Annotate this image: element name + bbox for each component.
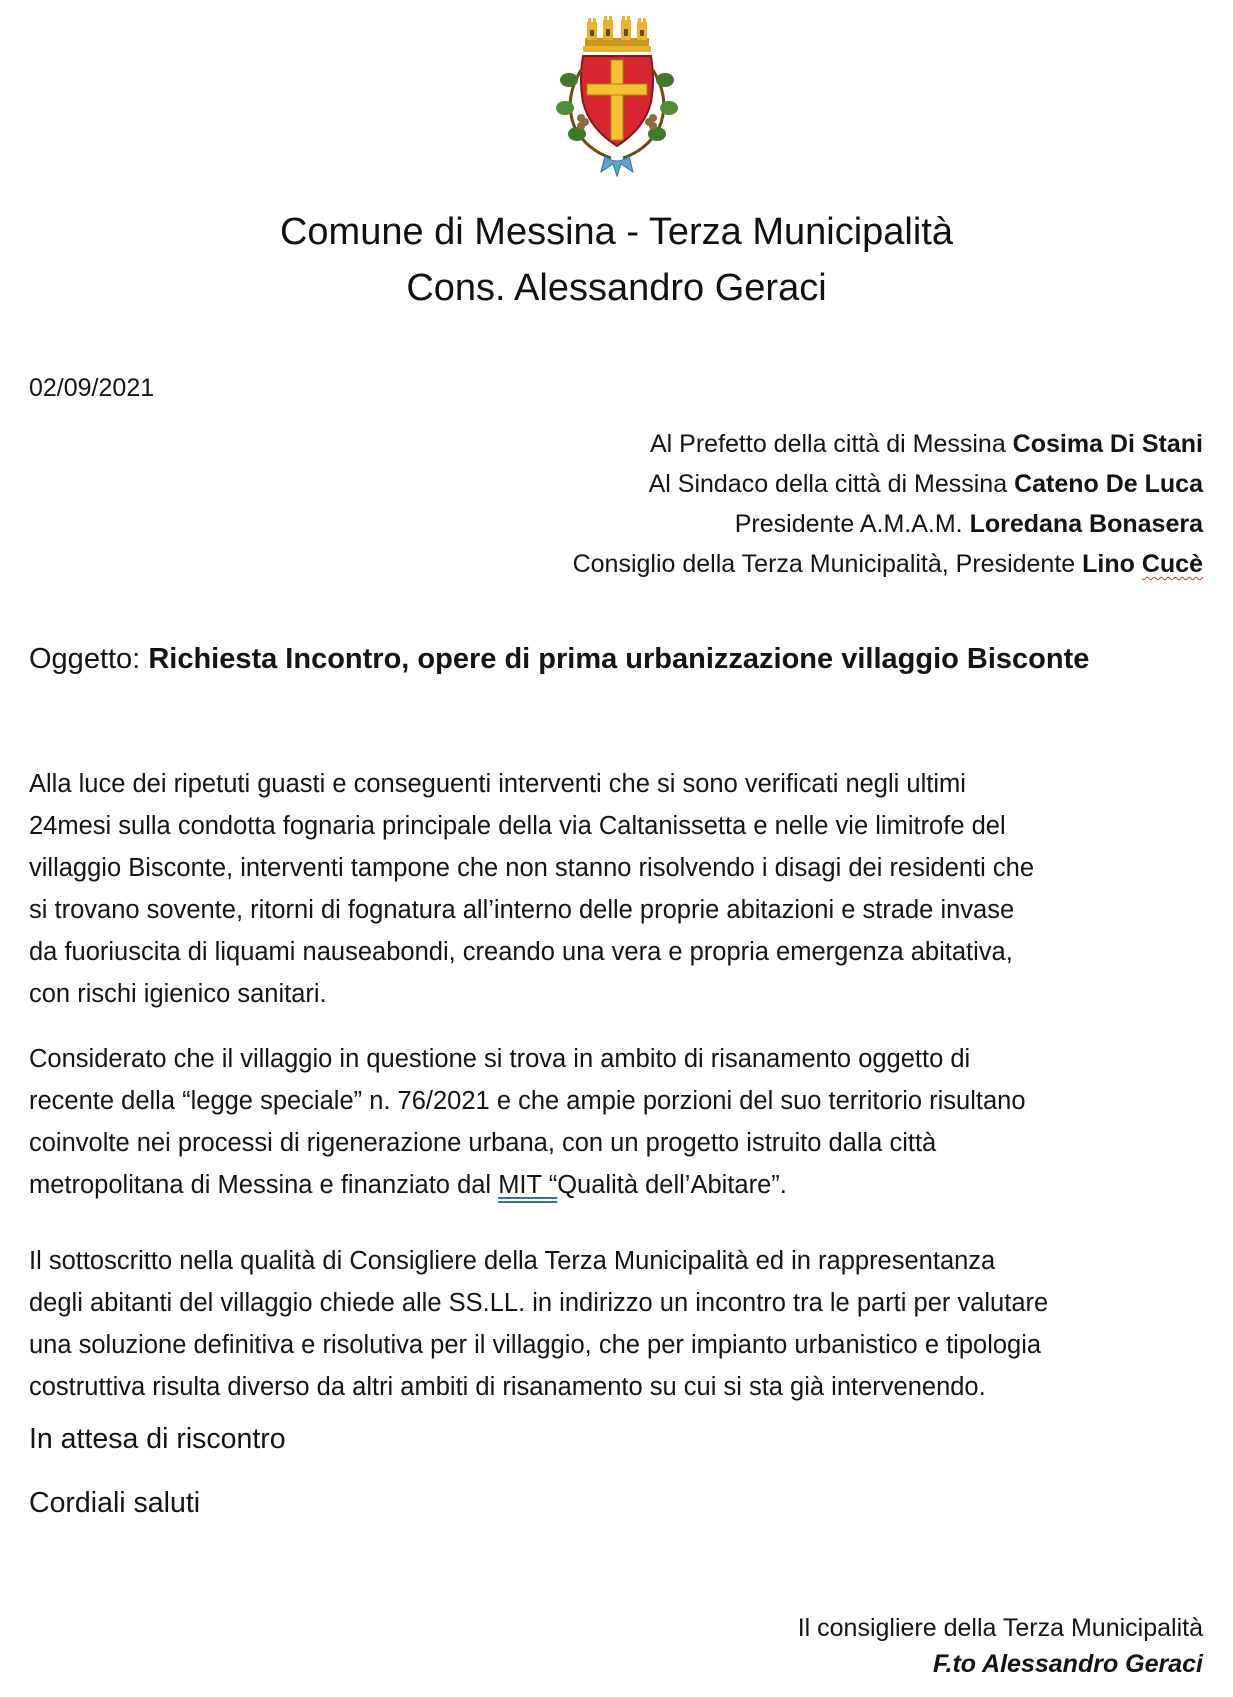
paragraph-line: una soluzione definitiva e risolutiva per il villaggio, che per impianto urbanistico e tipologia	[29, 1331, 1042, 1359]
recipient-line	[303, 424, 1203, 464]
signature-block	[798, 1610, 1203, 1682]
paragraph-line: coinvolte nei processi di rigenerazione urbana, con un progetto istruito dalla città	[29, 1129, 937, 1157]
body-paragraph-1	[29, 763, 1209, 1015]
recipient-line	[303, 504, 1203, 544]
signature-name: F.to Alessandro Geraci	[933, 1650, 1203, 1678]
paragraph-text: metropolitana di Messina e finanziato dal	[29, 1171, 499, 1199]
recipient-name: Loredana Bonasera	[969, 510, 1203, 538]
paragraph-line: con rischi igienico sanitari.	[29, 980, 327, 1008]
recipient-name: Lino	[1082, 550, 1142, 578]
header-municipality: Comune di Messina - Terza Municipalità	[279, 211, 954, 253]
paragraph-line: da fuoriuscita di liquami nauseabondi, creando una vera e propria emergenza abitativa,	[29, 938, 1013, 966]
recipient-title: Consiglio della Terza Municipalità, Presidente	[572, 550, 1083, 578]
paragraph-line	[29, 1164, 1209, 1206]
recipient-name: Cateno De Luca	[1014, 470, 1203, 498]
subject-label: Oggetto:	[29, 643, 149, 675]
recipients-block	[303, 424, 1203, 584]
paragraph-line: Il sottoscritto nella qualità di Consigliere della Terza Municipalità ed in rappresentanza	[29, 1247, 996, 1275]
recipient-name: Cosima Di Stani	[1012, 430, 1203, 458]
paragraph-text: Qualità dell’Abitare”.	[557, 1171, 787, 1199]
signature-role: Il consigliere della Terza Municipalità	[797, 1614, 1203, 1642]
paragraph-line: villaggio Bisconte, interventi tampone che non stanno risolvendo i disagi dei residenti che	[29, 854, 1035, 882]
closing-greetings: Cordiali saluti	[29, 1487, 201, 1519]
header-councillor: Cons. Alessandro Geraci	[406, 267, 827, 309]
closing-awaiting: In attesa di riscontro	[29, 1423, 286, 1455]
recipient-name-flagged: Cucè	[1141, 550, 1203, 578]
recipient-line	[303, 464, 1203, 504]
recipient-line	[303, 544, 1203, 584]
paragraph-line: degli abitanti del villaggio chiede alle SS.LL. in indirizzo un incontro tra le parti per valutare	[29, 1289, 1049, 1317]
recipient-title: Al Sindaco della città di Messina	[648, 470, 1015, 498]
paragraph-line: costruttiva risulta diverso da altri ambiti di risanamento su cui si sta già intervenendo.	[29, 1373, 986, 1401]
recipient-title: Presidente A.M.A.M.	[734, 510, 970, 538]
paragraph-line: si trovano sovente, ritorni di fognatura all’interno delle proprie abitazioni e strade invase	[29, 896, 1015, 924]
recipient-title: Al Prefetto della città di Messina	[650, 430, 1013, 458]
subject-text: Richiesta Incontro, opere di prima urbanizzazione villaggio Bisconte	[148, 643, 1090, 675]
paragraph-line: 24mesi sulla condotta fognaria principale della via Caltanissetta e nelle vie limitrofe del	[29, 812, 1006, 840]
letter-date: 02/09/2021	[29, 374, 155, 402]
coat-of-arms-messina-icon	[555, 10, 679, 180]
paragraph-line: Considerato che il villaggio in questione si trova in ambito di risanamento oggetto di	[29, 1045, 971, 1073]
body-paragraph-2	[29, 1038, 1209, 1206]
paragraph-line: recente della “legge speciale” n. 76/2021 e che ampie porzioni del suo territorio risultano	[29, 1087, 1026, 1115]
paragraph-line: Alla luce dei ripetuti guasti e conseguenti interventi che si sono verificati negli ultimi	[29, 770, 966, 798]
body-paragraph-3	[29, 1240, 1209, 1408]
mit-reference: MIT “	[498, 1171, 558, 1199]
letter-subject	[29, 640, 1089, 678]
